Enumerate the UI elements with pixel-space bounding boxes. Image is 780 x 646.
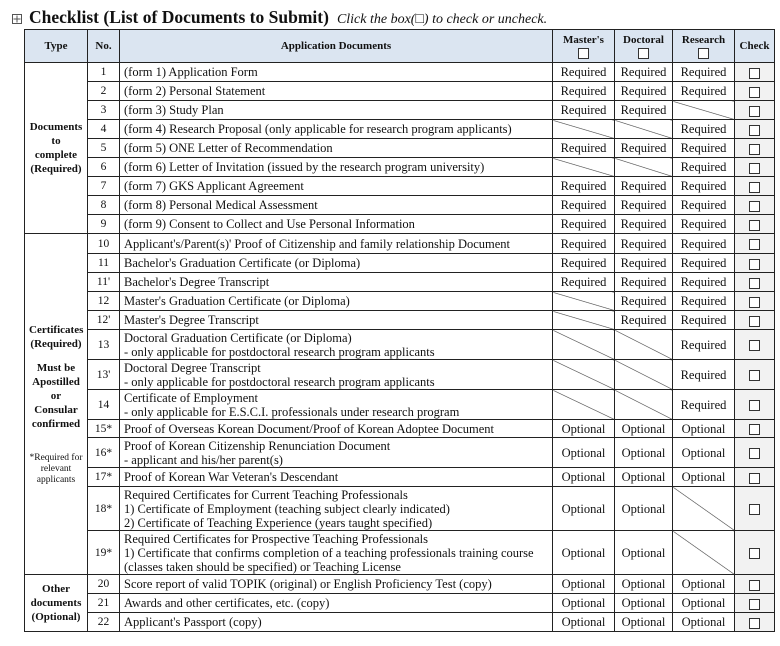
document-name bbox=[120, 420, 553, 438]
header-research-label: Research bbox=[681, 34, 726, 46]
check-checkbox[interactable] bbox=[749, 548, 760, 559]
check-cell bbox=[735, 420, 775, 438]
research-requirement: Required bbox=[673, 63, 735, 82]
row-number: 9 bbox=[88, 215, 120, 234]
document-name-line: (form 2) Personal Statement bbox=[124, 84, 266, 98]
masters-requirement bbox=[553, 158, 615, 177]
document-name bbox=[120, 438, 553, 468]
header-no: No. bbox=[88, 30, 120, 63]
header-type: Type bbox=[25, 30, 88, 63]
doctoral-requirement: Optional bbox=[615, 575, 673, 594]
row-number: 8 bbox=[88, 196, 120, 215]
table-row bbox=[25, 330, 775, 360]
doctoral-requirement: Optional bbox=[615, 468, 673, 487]
doctoral-requirement bbox=[615, 120, 673, 139]
masters-requirement: Optional bbox=[553, 531, 615, 575]
document-name-line: - only applicable for postdoctoral research program applicants bbox=[124, 344, 435, 359]
doctoral-requirement: Optional bbox=[615, 438, 673, 468]
doctoral-requirement bbox=[615, 390, 673, 420]
research-requirement: Required bbox=[673, 254, 735, 273]
document-name bbox=[120, 311, 553, 330]
row-number: 22 bbox=[88, 613, 120, 632]
documents-checklist-table bbox=[24, 29, 775, 632]
check-checkbox[interactable] bbox=[749, 424, 760, 435]
header-masters-label: Master's bbox=[563, 34, 604, 46]
header-application-documents: Application Documents bbox=[120, 30, 553, 63]
doctoral-requirement: Required bbox=[615, 63, 673, 82]
group-label-line: to complete bbox=[34, 135, 78, 161]
research-requirement: Optional bbox=[673, 438, 735, 468]
research-requirement: Required bbox=[673, 177, 735, 196]
doctoral-requirement: Required bbox=[615, 215, 673, 234]
header-research bbox=[673, 30, 735, 63]
doctoral-requirement: Required bbox=[615, 196, 673, 215]
group-label-line: Other bbox=[41, 583, 71, 595]
document-name bbox=[120, 575, 553, 594]
table-row bbox=[25, 63, 775, 82]
document-name-line: - applicant and his/her parent(s) bbox=[124, 452, 283, 467]
masters-requirement: Required bbox=[553, 254, 615, 273]
header-check: Check bbox=[735, 30, 775, 63]
check-cell bbox=[735, 63, 775, 82]
document-name-line: Score report of valid TOPIK (original) or English Proficiency Test (copy) bbox=[124, 577, 492, 591]
research-requirement: Required bbox=[673, 292, 735, 311]
masters-requirement: Required bbox=[553, 82, 615, 101]
research-requirement: Required bbox=[673, 390, 735, 420]
check-checkbox[interactable] bbox=[749, 182, 760, 193]
row-number: 15* bbox=[88, 420, 120, 438]
masters-requirement: Required bbox=[553, 177, 615, 196]
masters-requirement: Optional bbox=[553, 438, 615, 468]
group-label-line: Documents bbox=[29, 121, 83, 133]
check-checkbox[interactable] bbox=[749, 370, 760, 381]
check-checkbox[interactable] bbox=[749, 68, 760, 79]
table-move-handle-icon[interactable] bbox=[12, 14, 22, 24]
group-label-line: or bbox=[50, 389, 62, 402]
document-name bbox=[120, 487, 553, 531]
doctoral-requirement: Required bbox=[615, 273, 673, 292]
checklist-heading bbox=[29, 7, 547, 28]
row-number: 20 bbox=[88, 575, 120, 594]
check-checkbox[interactable] bbox=[749, 316, 760, 327]
check-cell bbox=[735, 468, 775, 487]
document-name bbox=[120, 196, 553, 215]
check-cell bbox=[735, 487, 775, 531]
research-requirement: Required bbox=[673, 215, 735, 234]
masters-requirement: Required bbox=[553, 139, 615, 158]
masters-requirement: Optional bbox=[553, 487, 615, 531]
document-name-line: Certificate of Employment bbox=[124, 390, 258, 405]
check-cell bbox=[735, 101, 775, 120]
group-label-line: (Required) bbox=[30, 337, 82, 350]
table-row bbox=[25, 139, 775, 158]
row-number: 11 bbox=[88, 254, 120, 273]
group-note-line: relevant bbox=[40, 463, 72, 474]
check-checkbox[interactable] bbox=[749, 504, 760, 515]
document-name bbox=[120, 273, 553, 292]
doctoral-requirement: Optional bbox=[615, 531, 673, 575]
check-cell bbox=[735, 120, 775, 139]
row-number: 11' bbox=[88, 273, 120, 292]
table-row bbox=[25, 468, 775, 487]
masters-requirement: Required bbox=[553, 196, 615, 215]
document-name bbox=[120, 330, 553, 360]
check-cell bbox=[735, 273, 775, 292]
document-name bbox=[120, 468, 553, 487]
document-name bbox=[120, 82, 553, 101]
row-number: 1 bbox=[88, 63, 120, 82]
document-name-line: (form 7) GKS Applicant Agreement bbox=[124, 179, 304, 193]
row-number: 17* bbox=[88, 468, 120, 487]
check-cell bbox=[735, 594, 775, 613]
research-requirement: Required bbox=[673, 234, 735, 254]
document-group-label bbox=[25, 63, 88, 234]
check-checkbox[interactable] bbox=[749, 144, 760, 155]
document-name-line: Bachelor's Degree Transcript bbox=[124, 275, 270, 289]
document-name-line: (form 5) ONE Letter of Recommendation bbox=[124, 141, 333, 155]
row-number: 14 bbox=[88, 390, 120, 420]
document-name bbox=[120, 613, 553, 632]
doctoral-column-checkbox[interactable] bbox=[638, 48, 649, 59]
check-cell bbox=[735, 158, 775, 177]
table-row bbox=[25, 575, 775, 594]
check-checkbox[interactable] bbox=[749, 618, 760, 629]
group-label-line bbox=[29, 351, 83, 361]
check-cell bbox=[735, 139, 775, 158]
masters-requirement: Required bbox=[553, 101, 615, 120]
research-column-checkbox[interactable] bbox=[698, 48, 709, 59]
table-row bbox=[25, 487, 775, 531]
table-row bbox=[25, 360, 775, 390]
check-checkbox[interactable] bbox=[749, 400, 760, 411]
document-name bbox=[120, 254, 553, 273]
document-name-line: Proof of Korean War Veteran's Descendant bbox=[124, 470, 339, 484]
check-cell bbox=[735, 390, 775, 420]
table-row bbox=[25, 390, 775, 420]
document-name-line: (form 8) Personal Medical Assessment bbox=[124, 198, 318, 212]
check-cell bbox=[735, 360, 775, 390]
table-row bbox=[25, 613, 775, 632]
doctoral-requirement: Required bbox=[615, 177, 673, 196]
doctoral-requirement: Required bbox=[615, 292, 673, 311]
masters-requirement: Optional bbox=[553, 420, 615, 438]
row-number: 4 bbox=[88, 120, 120, 139]
group-label-line: documents bbox=[30, 597, 82, 609]
checklist-instruction: Click the box(□) to check or uncheck. bbox=[336, 12, 548, 27]
row-number: 19* bbox=[88, 531, 120, 575]
table-row bbox=[25, 196, 775, 215]
research-requirement: Required bbox=[673, 82, 735, 101]
document-name-line: (form 3) Study Plan bbox=[124, 103, 224, 117]
checklist-title: Checklist (List of Documents to Submit) bbox=[29, 7, 329, 27]
document-name-line: 1) Certificate of Employment (teaching subject clearly indicated) bbox=[124, 501, 450, 516]
table-row bbox=[25, 438, 775, 468]
group-label-line: Must be bbox=[36, 361, 76, 374]
doctoral-requirement: Required bbox=[615, 82, 673, 101]
document-name bbox=[120, 215, 553, 234]
check-checkbox[interactable] bbox=[749, 473, 760, 484]
masters-requirement: Optional bbox=[553, 613, 615, 632]
check-checkbox[interactable] bbox=[749, 340, 760, 351]
check-checkbox[interactable] bbox=[749, 125, 760, 136]
document-group-label bbox=[25, 234, 88, 575]
row-number: 10 bbox=[88, 234, 120, 254]
document-name-line: - only applicable for E.S.C.I. professionals under research program bbox=[124, 404, 460, 419]
group-label-line: (Required) bbox=[30, 163, 82, 175]
check-cell bbox=[735, 613, 775, 632]
check-checkbox[interactable] bbox=[749, 220, 760, 231]
check-checkbox[interactable] bbox=[749, 259, 760, 270]
document-name bbox=[120, 292, 553, 311]
masters-requirement: Optional bbox=[553, 575, 615, 594]
masters-requirement bbox=[553, 311, 615, 330]
masters-requirement: Required bbox=[553, 234, 615, 254]
check-cell bbox=[735, 234, 775, 254]
group-label-line: Certificates bbox=[29, 323, 84, 336]
table-row bbox=[25, 531, 775, 575]
masters-requirement: Optional bbox=[553, 594, 615, 613]
table-row bbox=[25, 177, 775, 196]
document-name-line: 1) Certificate that confirms completion of a teaching professionals training course bbox=[124, 545, 534, 560]
document-name-line: (classes taken should be specified) or Teaching License bbox=[124, 559, 401, 574]
group-note bbox=[29, 453, 83, 486]
document-name-line: Applicant's/Parent(s)' Proof of Citizenship and family relationship Document bbox=[124, 236, 511, 251]
research-requirement: Optional bbox=[673, 575, 735, 594]
document-name-line: Required Certificates for Current Teaching Professionals bbox=[124, 487, 408, 502]
doctoral-requirement: Required bbox=[615, 101, 673, 120]
row-number: 18* bbox=[88, 487, 120, 531]
check-checkbox[interactable] bbox=[749, 278, 760, 289]
header-masters bbox=[553, 30, 615, 63]
check-cell bbox=[735, 438, 775, 468]
masters-requirement: Optional bbox=[553, 468, 615, 487]
masters-requirement bbox=[553, 292, 615, 311]
document-name-line: (form 9) Consent to Collect and Use Personal Information bbox=[124, 217, 415, 231]
check-cell bbox=[735, 196, 775, 215]
document-name-line: Awards and other certificates, etc. (copy) bbox=[124, 596, 330, 610]
research-requirement: Optional bbox=[673, 468, 735, 487]
check-checkbox[interactable] bbox=[749, 201, 760, 212]
check-cell bbox=[735, 531, 775, 575]
research-requirement: Required bbox=[673, 273, 735, 292]
document-name-line: Bachelor's Graduation Certificate (or Diploma) bbox=[124, 256, 361, 270]
row-number: 13 bbox=[88, 330, 120, 360]
document-name bbox=[120, 234, 553, 254]
document-name-line: (form 6) Letter of Invitation (issued by the research program university) bbox=[124, 160, 485, 174]
masters-requirement bbox=[553, 360, 615, 390]
check-checkbox[interactable] bbox=[749, 106, 760, 117]
document-name bbox=[120, 360, 553, 390]
document-name-line: Doctoral Degree Transcript bbox=[124, 360, 261, 375]
check-checkbox[interactable] bbox=[749, 239, 760, 250]
doctoral-requirement bbox=[615, 158, 673, 177]
row-number: 16* bbox=[88, 438, 120, 468]
check-checkbox[interactable] bbox=[749, 163, 760, 174]
document-name bbox=[120, 63, 553, 82]
table-row bbox=[25, 234, 775, 254]
masters-requirement: Required bbox=[553, 273, 615, 292]
row-number: 2 bbox=[88, 82, 120, 101]
research-requirement: Required bbox=[673, 360, 735, 390]
check-cell bbox=[735, 215, 775, 234]
document-name-line: Master's Graduation Certificate (or Diploma) bbox=[124, 294, 350, 308]
document-name bbox=[120, 177, 553, 196]
table-row bbox=[25, 82, 775, 101]
group-note-line: *Required for bbox=[29, 452, 83, 463]
table-row bbox=[25, 594, 775, 613]
doctoral-requirement bbox=[615, 360, 673, 390]
header-doctoral bbox=[615, 30, 673, 63]
masters-requirement: Required bbox=[553, 63, 615, 82]
table-row bbox=[25, 273, 775, 292]
row-number: 7 bbox=[88, 177, 120, 196]
research-requirement: Optional bbox=[673, 420, 735, 438]
group-note-line: applicants bbox=[36, 474, 76, 485]
table-header-row bbox=[25, 30, 775, 63]
doctoral-requirement: Required bbox=[615, 254, 673, 273]
document-name bbox=[120, 390, 553, 420]
document-name bbox=[120, 594, 553, 613]
masters-requirement: Required bbox=[553, 215, 615, 234]
group-label-line: Consular bbox=[34, 403, 78, 416]
document-name bbox=[120, 120, 553, 139]
table-row bbox=[25, 311, 775, 330]
table-row bbox=[25, 120, 775, 139]
check-checkbox[interactable] bbox=[749, 580, 760, 591]
row-number: 3 bbox=[88, 101, 120, 120]
check-cell bbox=[735, 330, 775, 360]
document-name-line: Master's Degree Transcript bbox=[124, 313, 259, 327]
table-row bbox=[25, 101, 775, 120]
research-requirement: Required bbox=[673, 120, 735, 139]
doctoral-requirement: Optional bbox=[615, 594, 673, 613]
research-requirement: Required bbox=[673, 196, 735, 215]
masters-requirement bbox=[553, 120, 615, 139]
document-name-line: Proof of Overseas Korean Document/Proof of Korean Adoptee Document bbox=[124, 421, 495, 436]
row-number: 21 bbox=[88, 594, 120, 613]
document-name bbox=[120, 101, 553, 120]
table-row bbox=[25, 158, 775, 177]
check-checkbox[interactable] bbox=[749, 297, 760, 308]
check-cell bbox=[735, 177, 775, 196]
doctoral-requirement: Required bbox=[615, 234, 673, 254]
header-doctoral-label: Doctoral bbox=[623, 34, 664, 46]
check-cell bbox=[735, 82, 775, 101]
masters-column-checkbox[interactable] bbox=[578, 48, 589, 59]
document-group-label bbox=[25, 575, 88, 632]
research-requirement: Required bbox=[673, 139, 735, 158]
check-checkbox[interactable] bbox=[749, 87, 760, 98]
research-requirement: Optional bbox=[673, 613, 735, 632]
research-requirement bbox=[673, 101, 735, 120]
row-number: 6 bbox=[88, 158, 120, 177]
doctoral-requirement bbox=[615, 330, 673, 360]
check-checkbox[interactable] bbox=[749, 599, 760, 610]
row-number: 5 bbox=[88, 139, 120, 158]
document-name-line: 2) Certificate of Teaching Experience (years taught specified) bbox=[124, 515, 433, 530]
table-row bbox=[25, 420, 775, 438]
document-name bbox=[120, 531, 553, 575]
document-name-line: Doctoral Graduation Certificate (or Diploma) bbox=[124, 330, 352, 345]
document-name-line: - only applicable for postdoctoral research program applicants bbox=[124, 374, 435, 389]
group-label-line: Apostilled bbox=[32, 375, 80, 388]
masters-requirement bbox=[553, 330, 615, 360]
table-row bbox=[25, 292, 775, 311]
check-cell bbox=[735, 311, 775, 330]
group-label-line: confirmed bbox=[31, 417, 81, 430]
table-row bbox=[25, 215, 775, 234]
table-row bbox=[25, 254, 775, 273]
research-requirement bbox=[673, 487, 735, 531]
document-name-line: Proof of Korean Citizenship Renunciation Document bbox=[124, 438, 391, 453]
check-checkbox[interactable] bbox=[749, 448, 760, 459]
document-name-line: Required Certificates for Prospective Teaching Professionals bbox=[124, 531, 429, 546]
row-number: 12 bbox=[88, 292, 120, 311]
row-number: 13' bbox=[88, 360, 120, 390]
research-requirement: Required bbox=[673, 311, 735, 330]
doctoral-requirement: Optional bbox=[615, 613, 673, 632]
masters-requirement bbox=[553, 390, 615, 420]
research-requirement: Optional bbox=[673, 594, 735, 613]
group-label-line: (Optional) bbox=[31, 611, 81, 623]
doctoral-requirement: Optional bbox=[615, 420, 673, 438]
document-name-line: (form 1) Application Form bbox=[124, 65, 258, 79]
document-name-line: Applicant's Passport (copy) bbox=[124, 615, 262, 629]
doctoral-requirement: Optional bbox=[615, 487, 673, 531]
check-cell bbox=[735, 292, 775, 311]
document-name-line: (form 4) Research Proposal (only applicable for research program applicants) bbox=[124, 122, 512, 136]
research-requirement bbox=[673, 531, 735, 575]
check-cell bbox=[735, 254, 775, 273]
check-cell bbox=[735, 575, 775, 594]
doctoral-requirement: Required bbox=[615, 311, 673, 330]
row-number: 12' bbox=[88, 311, 120, 330]
doctoral-requirement: Required bbox=[615, 139, 673, 158]
research-requirement: Required bbox=[673, 158, 735, 177]
research-requirement: Required bbox=[673, 330, 735, 360]
document-name bbox=[120, 158, 553, 177]
document-name bbox=[120, 139, 553, 158]
